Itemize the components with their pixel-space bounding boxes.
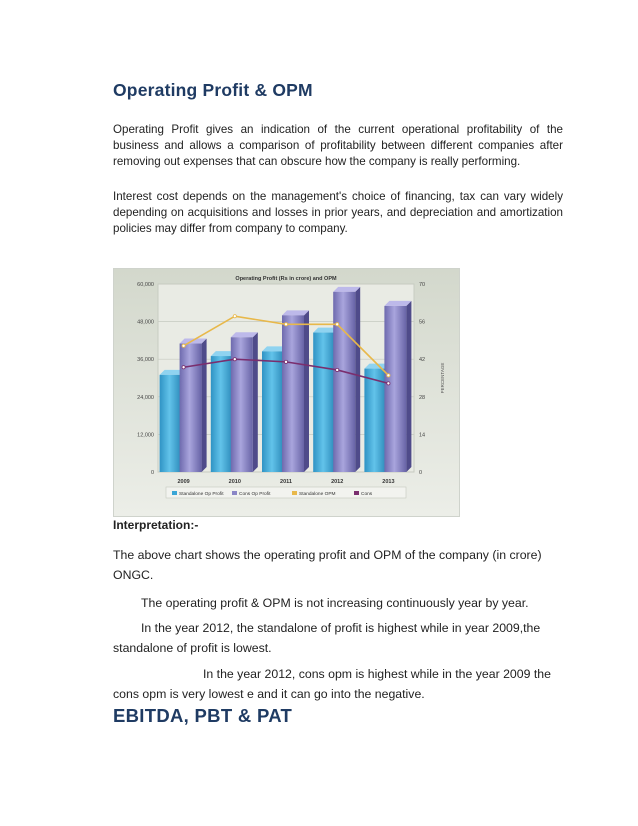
y-tick-label: 60,000	[137, 282, 154, 288]
bar-cons-op-profit-2012	[333, 292, 355, 472]
point-cons-2010	[233, 358, 236, 361]
legend-label: Cons	[361, 492, 373, 497]
y2-axis-label: PERCENTAGE	[440, 362, 445, 394]
legend-label: Standalone OPM	[299, 492, 336, 497]
y-tick-label: 12,000	[137, 432, 154, 439]
interpretation-label: Interpretation:-	[113, 518, 199, 532]
bar-cons-op-profit-2009	[180, 344, 202, 472]
y-tick-label: 48,000	[137, 319, 154, 326]
bar-standalone-op-profit-2012	[313, 333, 335, 472]
chart-svg	[114, 269, 459, 516]
bar-side	[202, 339, 207, 472]
point-standalone-opm-2009	[182, 344, 185, 347]
section-heading-operating-profit: Operating Profit & OPM	[113, 80, 313, 100]
legend-label: Standalone Op Profit	[179, 492, 224, 497]
legend-swatch	[232, 491, 237, 495]
bar-standalone-op-profit-2011	[262, 351, 284, 472]
y-tick-label: 36,000	[137, 357, 154, 364]
bar-side	[304, 310, 309, 472]
interpretation-text-1: The above chart shows the operating profit and OPM of the company (in crore) ONGC.	[113, 548, 542, 582]
paragraph-operating-profit: Operating Profit gives an indication of the current operational profitability of the business and allows a comparison of profitability between different companies after removing out expenses that can obscure how the company is really performing.	[113, 123, 563, 168]
interpretation-text-3: In the year 2012, the standalone of profit is highest while in year 2009,the standalone of profit is lowest.	[113, 621, 541, 655]
legend-swatch	[292, 491, 297, 495]
interpretation-text-2: The operating profit & OPM is not increasing continuously year by year.	[141, 596, 529, 610]
legend-swatch	[172, 491, 177, 495]
bar-standalone-op-profit-2013	[364, 369, 386, 472]
bar-side	[253, 332, 258, 472]
bar-standalone-op-profit-2009	[160, 375, 182, 472]
x-tick-label: 2012	[331, 479, 344, 485]
bar-side	[406, 301, 411, 472]
chart-title: Operating Profit (Rs in crore) and OPM	[235, 276, 337, 282]
legend-swatch	[354, 491, 359, 495]
paragraph-interest-cost: Interest cost depends on the management's choice of financing, tax can vary widely depending on acquisitions and losses in prior years, and depreciation and amortization policies may differ from company to company.	[113, 190, 563, 235]
operating-profit-chart	[113, 268, 460, 517]
x-tick-label: 2013	[382, 479, 395, 485]
y2-tick-label: 70	[419, 282, 426, 288]
bar-side	[355, 287, 360, 472]
y2-tick-label: 42	[419, 357, 426, 364]
point-cons-2013	[387, 382, 390, 385]
y-tick-label: 24,000	[137, 394, 154, 401]
point-standalone-opm-2012	[336, 323, 339, 326]
x-tick-label: 2010	[228, 479, 241, 485]
y2-tick-label: 56	[419, 319, 426, 326]
x-tick-label: 2009	[177, 479, 190, 485]
y2-tick-label: 28	[419, 394, 426, 401]
bar-standalone-op-profit-2010	[211, 356, 233, 472]
point-standalone-opm-2010	[233, 315, 236, 318]
point-cons-2009	[182, 366, 185, 369]
y-tick-label: 0	[150, 470, 154, 476]
y2-tick-label: 14	[419, 432, 426, 439]
legend-label: Cons Op Profit	[239, 492, 271, 497]
point-standalone-opm-2013	[387, 374, 390, 377]
point-cons-2012	[336, 368, 339, 371]
bar-cons-op-profit-2013	[384, 306, 406, 472]
interpretation-text-4: In the year 2012, cons opm is highest while in the year 2009 the cons opm is very lowest e and it can go into the negative.	[113, 667, 551, 701]
point-standalone-opm-2011	[284, 323, 287, 326]
section-heading-ebitda: EBITDA, PBT & PAT	[113, 705, 293, 726]
point-cons-2011	[284, 360, 287, 363]
bar-cons-op-profit-2011	[282, 315, 304, 472]
y2-tick-label: 0	[419, 470, 423, 476]
x-tick-label: 2011	[280, 479, 292, 485]
